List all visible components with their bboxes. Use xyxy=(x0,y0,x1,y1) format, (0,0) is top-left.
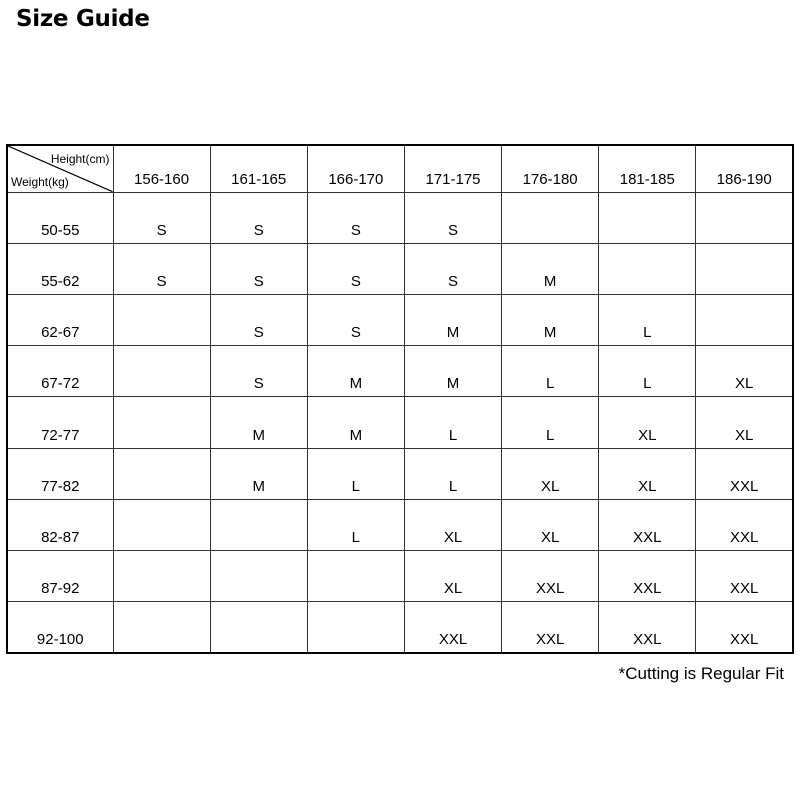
size-cell: M xyxy=(404,295,501,346)
height-header: 176-180 xyxy=(502,145,599,192)
size-cell: L xyxy=(307,448,404,499)
fit-note: *Cutting is Regular Fit xyxy=(618,664,784,683)
size-cell: XL xyxy=(502,448,599,499)
size-cell: M xyxy=(404,346,501,397)
size-cell: XL xyxy=(404,499,501,550)
size-cell xyxy=(210,550,307,601)
size-cell: M xyxy=(307,346,404,397)
table-row xyxy=(7,192,793,243)
weight-cell: 72-77 xyxy=(7,397,113,448)
size-cell: M xyxy=(210,397,307,448)
size-cell: S xyxy=(307,192,404,243)
size-cell: S xyxy=(113,192,210,243)
size-cell: XXL xyxy=(696,602,793,653)
size-cell: XXL xyxy=(599,550,696,601)
table-row xyxy=(7,295,793,346)
size-cell: S xyxy=(404,243,501,294)
size-cell: S xyxy=(210,243,307,294)
size-cell: M xyxy=(502,243,599,294)
size-cell: XXL xyxy=(696,448,793,499)
table-row xyxy=(7,448,793,499)
size-cell: S xyxy=(210,295,307,346)
size-cell xyxy=(210,499,307,550)
size-cell: S xyxy=(307,243,404,294)
size-cell: L xyxy=(599,346,696,397)
table-row xyxy=(7,602,793,653)
size-cell: S xyxy=(210,192,307,243)
size-cell xyxy=(113,295,210,346)
height-axis-label: Height(cm) xyxy=(50,152,110,166)
size-cell xyxy=(113,397,210,448)
size-cell: XL xyxy=(599,448,696,499)
size-cell: XL xyxy=(502,499,599,550)
weight-cell: 62-67 xyxy=(7,295,113,346)
size-cell: XXL xyxy=(599,602,696,653)
page-title: Size Guide xyxy=(16,6,150,32)
table-row xyxy=(7,550,793,601)
size-cell: XXL xyxy=(599,499,696,550)
size-cell xyxy=(113,448,210,499)
height-header: 181-185 xyxy=(599,145,696,192)
size-cell xyxy=(696,243,793,294)
corner-cell xyxy=(7,145,113,192)
weight-cell: 82-87 xyxy=(7,499,113,550)
size-cell: L xyxy=(404,448,501,499)
size-cell: XXL xyxy=(502,602,599,653)
size-cell xyxy=(113,346,210,397)
weight-cell: 77-82 xyxy=(7,448,113,499)
size-cell: XXL xyxy=(502,550,599,601)
size-cell: S xyxy=(113,243,210,294)
height-header: 161-165 xyxy=(210,145,307,192)
size-cell: L xyxy=(307,499,404,550)
size-cell: S xyxy=(210,346,307,397)
height-header: 186-190 xyxy=(696,145,793,192)
size-guide-table xyxy=(6,144,794,654)
size-cell: L xyxy=(502,346,599,397)
size-cell xyxy=(210,602,307,653)
size-cell: M xyxy=(210,448,307,499)
size-cell: M xyxy=(307,397,404,448)
size-cell: XXL xyxy=(696,499,793,550)
size-cell xyxy=(502,192,599,243)
size-cell: S xyxy=(307,295,404,346)
size-cell xyxy=(696,192,793,243)
size-cell xyxy=(599,192,696,243)
size-cell xyxy=(113,602,210,653)
size-cell: XXL xyxy=(696,550,793,601)
weight-cell: 92-100 xyxy=(7,602,113,653)
table-row xyxy=(7,243,793,294)
size-cell xyxy=(599,243,696,294)
size-cell xyxy=(307,550,404,601)
weight-cell: 67-72 xyxy=(7,346,113,397)
size-cell xyxy=(307,602,404,653)
weight-cell: 50-55 xyxy=(7,192,113,243)
height-header: 171-175 xyxy=(404,145,501,192)
table-row xyxy=(7,499,793,550)
size-cell: L xyxy=(404,397,501,448)
weight-axis-label: Weight(kg) xyxy=(11,174,69,189)
header-row xyxy=(7,145,793,192)
size-cell: M xyxy=(502,295,599,346)
weight-cell: 87-92 xyxy=(7,550,113,601)
size-cell: L xyxy=(599,295,696,346)
height-header: 166-170 xyxy=(307,145,404,192)
size-cell: XXL xyxy=(404,602,501,653)
height-header: 156-160 xyxy=(113,145,210,192)
size-cell: XL xyxy=(696,397,793,448)
size-cell: XL xyxy=(696,346,793,397)
table-row xyxy=(7,397,793,448)
size-cell xyxy=(113,550,210,601)
size-cell: L xyxy=(502,397,599,448)
size-cell xyxy=(696,295,793,346)
size-cell: S xyxy=(404,192,501,243)
table-row xyxy=(7,346,793,397)
size-cell: XL xyxy=(599,397,696,448)
size-cell: XL xyxy=(404,550,501,601)
weight-cell: 55-62 xyxy=(7,243,113,294)
size-cell xyxy=(113,499,210,550)
